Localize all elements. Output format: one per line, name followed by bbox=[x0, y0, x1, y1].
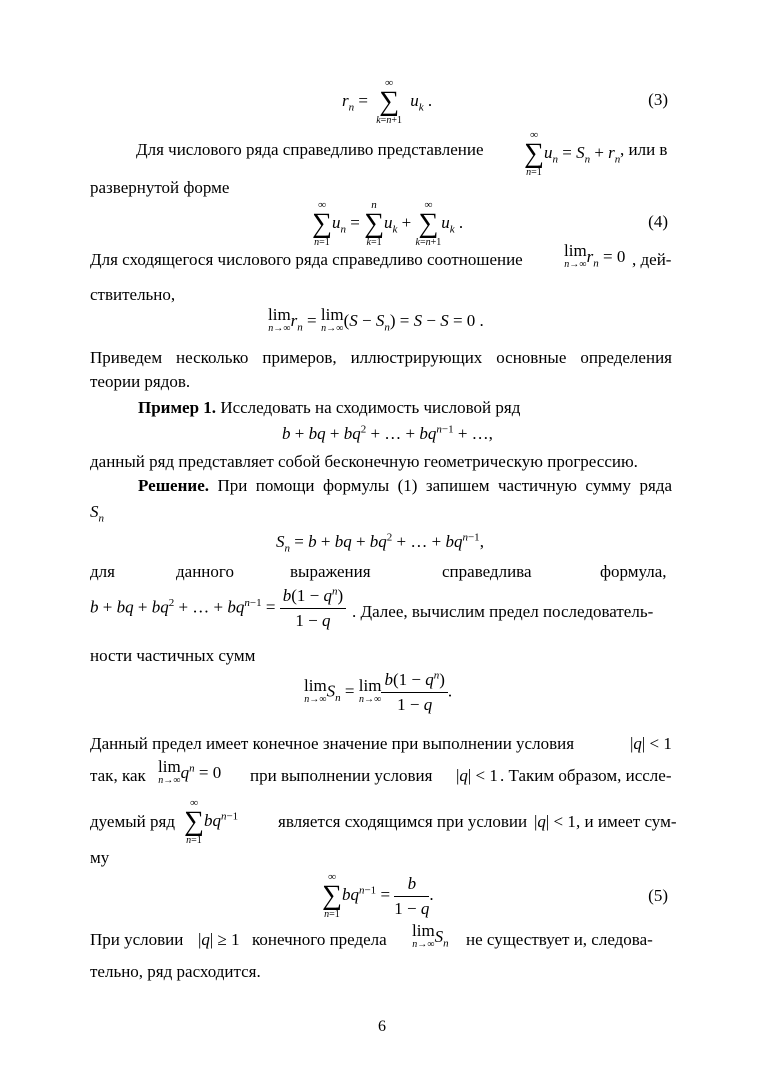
text-span: . Таким образом, иссле- bbox=[500, 766, 672, 785]
solution-line-1 bbox=[138, 476, 672, 496]
text-span: справедлива bbox=[442, 562, 532, 581]
text-span: данного bbox=[176, 562, 234, 581]
text-span: ности частичных сумм bbox=[90, 646, 256, 665]
text-span: Приведем несколько примеров, иллюстрирующих основные определения bbox=[90, 348, 672, 367]
formula-3: $r_n$ = ∞ ∑ k=n+1 $u_k$ . bbox=[342, 77, 433, 126]
text-span: не существует и, следова- bbox=[466, 930, 653, 949]
inline-formula-abs-q-lt-1: |q| < 1 bbox=[534, 812, 576, 831]
formula-5: ∞ ∑ n=1 $bq^{n-1}$ = $\frac{b}{1 - q}$ . bbox=[322, 871, 434, 920]
text-span: выражения bbox=[290, 562, 371, 581]
inline-formula-abs-q-lt-1: |q| < 1 bbox=[456, 766, 498, 785]
text-span: му bbox=[90, 848, 110, 867]
equation-number-4: (4) bbox=[648, 212, 668, 231]
text-span: тельно, ряд расходится. bbox=[90, 962, 261, 981]
solution-text: При помощи формулы (1) запишем частичную сумму ряда bbox=[217, 476, 673, 495]
text-span: . Далее, вычислим предел последователь- bbox=[352, 602, 654, 621]
example-1-heading bbox=[138, 398, 520, 418]
inline-formula-lim-rn: lim n→∞ $r_n = 0$ bbox=[564, 241, 626, 270]
example-label: Пример 1. bbox=[138, 398, 217, 417]
formula-4: ∞ ∑ n=1 $u_n$ = n ∑ k=1 $u_k$ + ∞ ∑ k=n+1 $u_k$ . bbox=[312, 199, 464, 248]
text-span: Для числового ряда справедливо представление bbox=[136, 140, 484, 159]
text-span: Для сходящегося числового ряда справедливо соотношение bbox=[90, 250, 523, 269]
example-text: Исследовать на сходимость числовой ряд bbox=[220, 398, 521, 417]
inline-formula-abs-q-ge-1: |q| ≥ 1 bbox=[198, 930, 240, 949]
text-span: , дей- bbox=[632, 250, 672, 269]
paragraph-1-line-2: развернутой форме bbox=[90, 178, 230, 197]
inline-formula-abs-q-lt-1: |q| < 1 bbox=[630, 734, 672, 753]
formula-geometric-sum: b + bq + $bq^2$ + … + $bq^{n-1}$ = $\frac{b(1 - q^n)}{1 - q}$ bbox=[90, 586, 346, 631]
inline-symbol-Sn: $S_n$ bbox=[90, 502, 104, 525]
text-span: при выполнении условия bbox=[250, 766, 433, 785]
text-span: Данный предел имеет конечное значение при выполнении условия bbox=[90, 734, 575, 753]
formula-geometric-series: b + bq + $bq^2$ + … + $bq^{n-1}$ + …, bbox=[282, 423, 493, 443]
text-span: для bbox=[90, 562, 115, 581]
text-span: ствительно, bbox=[90, 285, 176, 304]
paragraph-1-line-1 bbox=[136, 140, 484, 160]
inline-formula-lim-qn: lim n→∞ $q^n = 0$ bbox=[158, 757, 222, 786]
formula-partial-sum: $S_n = b$ + bq + $bq^2$ + … + $bq^{n-1}$, bbox=[276, 531, 484, 555]
formula-lim-rn-zero: lim n→∞ $r_n$ = lim n→∞ $(S - S_n) = S - S = 0$ . bbox=[268, 305, 484, 334]
equation-number-3: (3) bbox=[648, 90, 668, 109]
text-span: , или в bbox=[620, 140, 668, 159]
inline-formula-series-sum: ∞ ∑ n=1 $u_n = S_n + r_n$ bbox=[524, 129, 621, 178]
text-span: При условии bbox=[90, 930, 184, 949]
text-span: данный ряд представляет собой бесконечную геометрическую прогрессию. bbox=[90, 452, 638, 471]
text-span: теории рядов. bbox=[90, 372, 191, 391]
text-span: является сходящимся при условии bbox=[278, 812, 528, 831]
formula-lim-Sn: lim n→∞ $S_n$ = lim n→∞ $\frac{b(1 - q^n)}{1 - q}$ . bbox=[304, 669, 453, 714]
text-span: формула, bbox=[600, 562, 667, 581]
text-span: , и имеет сум- bbox=[576, 812, 677, 831]
solution-label: Решение. bbox=[138, 476, 209, 495]
text-span: дуемый ряд bbox=[90, 812, 175, 831]
equation-number-5: (5) bbox=[648, 886, 668, 905]
inline-formula-lim-Sn: lim n→∞ $S_n$ bbox=[412, 921, 449, 950]
inline-formula-series-bq: ∞ ∑ n=1 $bq^{n-1}$ bbox=[184, 797, 239, 846]
page-number: 6 bbox=[378, 1018, 386, 1035]
text-span: так, как bbox=[90, 766, 146, 785]
text-span: конечного предела bbox=[252, 930, 387, 949]
